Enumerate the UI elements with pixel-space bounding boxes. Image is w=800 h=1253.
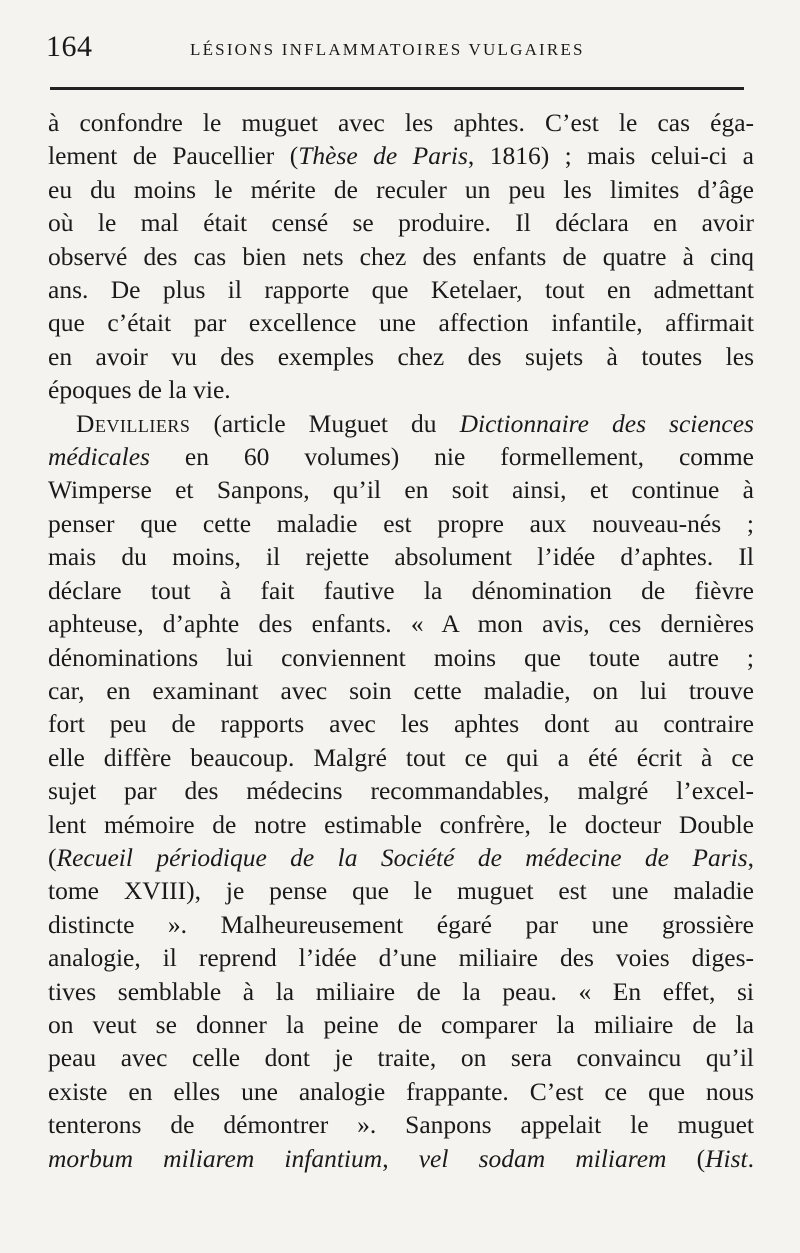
citation-title: médicales [48,442,150,472]
text-line: distincte ». Malheureusement égaré par une grossière [48,909,754,939]
citation-title: Thèse de Paris [298,141,468,171]
text-line: on veut se donner la peine de comparer la miliaire de la [48,1009,754,1039]
citation-title: Recueil périodique de la Société de médecine de Paris [56,842,748,872]
text-line: existe en elles une analogie frappante. C’est ce que nous [48,1076,754,1106]
text-line: lement de Paucellier (Thèse de Paris, 1816) ; mais celui-ci a [48,141,754,171]
text-line: peau avec celle dont je traite, on sera convaincu qu’il [48,1043,754,1073]
text-line: analogie, il reprend l’idée d’une miliaire des voies diges- [48,943,754,973]
text-line: penser que cette maladie est propre aux nouveau-nés ; [48,508,754,538]
paragraph-start-line: Devilliers (article Muguet du Dictionnaire des sciences [76,408,754,438]
text-line: tome XVIII), je pense que le muguet est une maladie [48,876,754,906]
page-header [46,30,746,70]
text-line: observé des cas bien nets chez des enfants de quatre à cinq [48,241,754,271]
latin-term: morbum miliarem infantium [48,1143,383,1173]
body-text [48,106,754,1175]
text-line: morbum miliarem infantium, vel sodam miliarem (Hist. [48,1143,754,1173]
text-line: à confondre le muguet avec les aphtes. C’est le cas éga- [48,108,754,137]
text-line: (Recueil périodique de la Société de médecine de Paris, [48,842,754,872]
text-line: fort peu de rapports avec les aphtes dont au contraire [48,709,754,739]
author-name: Devilliers [76,408,191,438]
running-title: LÉSIONS INFLAMMATOIRES VULGAIRES [190,40,585,59]
text-line: tenterons de démontrer ». Sanpons appelait le muguet [48,1110,754,1140]
text-line: mais du moins, il rejette absolument l’idée d’aphtes. Il [48,542,754,572]
text-line: Wimperse et Sanpons, qu’il en soit ainsi, et continue à [48,475,754,505]
text-line: tives semblable à la miliaire de la peau. « En effet, si [48,976,754,1006]
text-line: époques de la vie. [48,375,231,405]
text-line: lent mémoire de notre estimable confrère, le docteur Double [48,809,754,839]
text-line: ans. De plus il rapporte que Ketelaer, tout en admettant [48,275,754,305]
text-line: où le mal était censé se produire. Il déclara en avoir [48,208,754,238]
citation-title: Hist [705,1143,748,1173]
text-line: que c’était par excellence une affection infantile, affirmait [48,308,754,338]
text-line: elle diffère beaucoup. Malgré tout ce qui a été écrit à ce [48,742,754,772]
text-line: dénominations lui conviennent moins que toute autre ; [48,642,754,672]
text-line: eu du moins le mérite de reculer un peu les limites d’âge [48,174,754,204]
header-rule [50,87,744,90]
text-line: en avoir vu des exemples chez des sujets à toutes les [48,341,754,371]
text-line: sujet par des médecins recommandables, malgré l’excel- [48,776,754,806]
text-line: médicales en 60 volumes) nie formellement, comme [48,442,754,472]
latin-term: vel sodam miliarem [418,1143,667,1173]
text-line: déclare tout à fait fautive la dénomination de fièvre [48,575,754,605]
citation-title: Dictionnaire des sciences [459,408,754,438]
page-number: 164 [46,30,93,63]
text-line: car, en examinant avec soin cette maladie, on lui trouve [48,675,754,705]
text-line: aphteuse, d’aphte des enfants. « A mon avis, ces dernières [48,609,754,639]
